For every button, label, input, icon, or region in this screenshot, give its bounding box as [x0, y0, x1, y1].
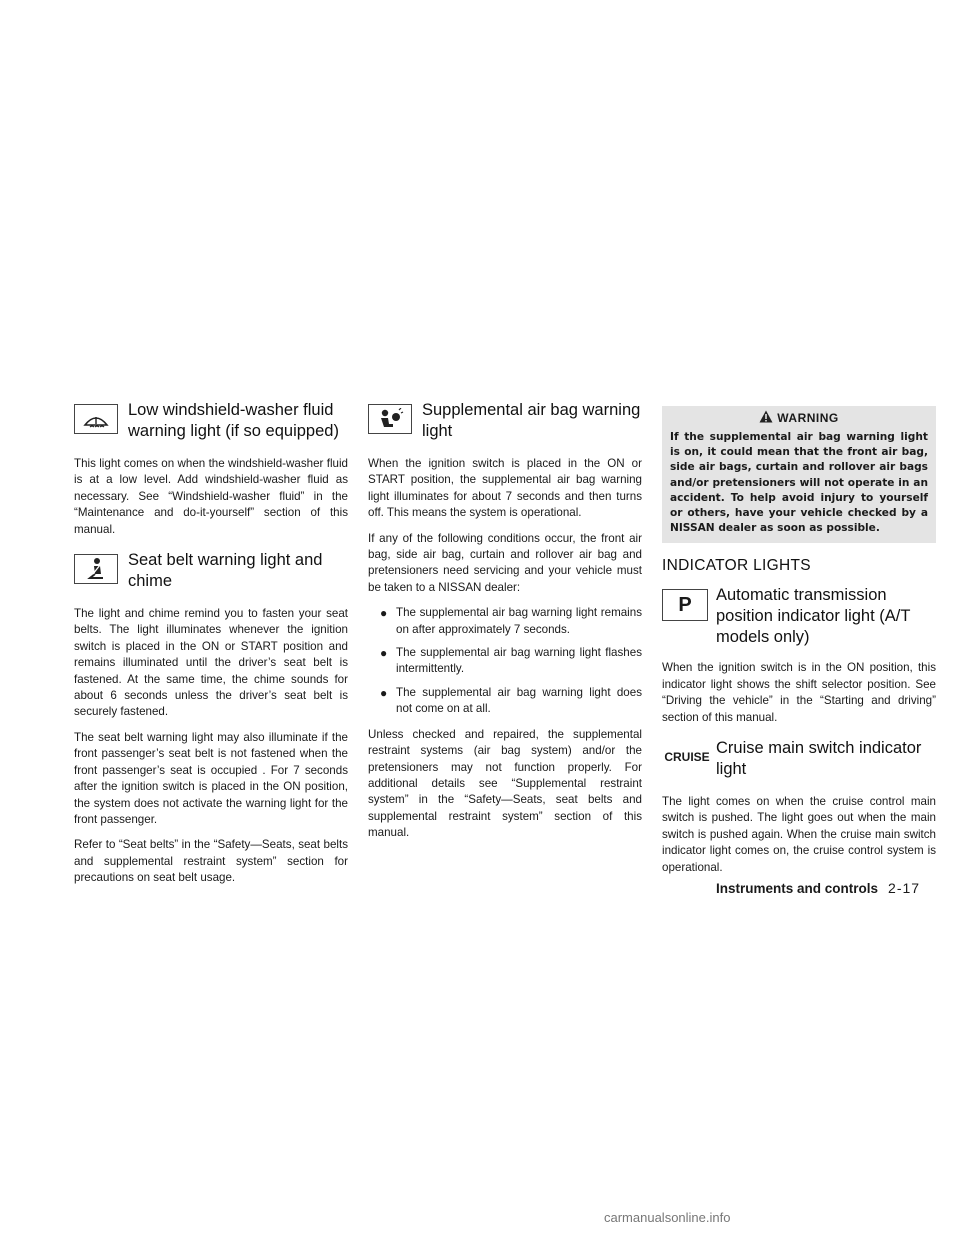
air-bag-icon: [368, 404, 412, 434]
cruise-indicator-icon: CRUISE: [662, 742, 712, 772]
page-footer: [716, 880, 920, 896]
warning-triangle-icon: [759, 410, 773, 426]
section-title: INDICATOR LIGHTS: [662, 557, 811, 575]
airbag-conditions-list: [368, 605, 642, 717]
seat-belt-icon: [74, 554, 118, 584]
cruise-title: Cruise main switch indicator light: [716, 739, 922, 779]
washer-title: Low windshield-washer fluid warning light (if so equipped): [128, 401, 339, 440]
footer-section-title: Instruments and controls: [716, 881, 879, 896]
at-title: Automatic transmission position indicator light (A/T models only): [716, 586, 911, 647]
warning-text: If the supplemental air bag warning light is on, it could mean that the front air bag, side air bags, curtain and rollover air bags and/or pretensioners will not operate in an accident. To help avoid injury to yourself or others, have your vehicle checked by a NISSAN dealer as soon as possible.: [670, 431, 928, 535]
warning-label: WARNING: [777, 411, 839, 425]
bullet-icon: ●: [380, 646, 388, 661]
column-right: [662, 406, 936, 885]
at-body: When the ignition switch is in the ON position, this indicator light shows the shift selector position. See “Driving the vehicle” in the “Starting and driving” section of this manual.: [662, 661, 936, 724]
at-heading: [662, 585, 936, 648]
list-item: ● The supplemental air bag warning light remains on after approximately 7 seconds.: [380, 606, 642, 636]
bullet-icon: ●: [380, 606, 388, 621]
page-number: 2-17: [888, 880, 921, 896]
column-middle: [368, 400, 642, 851]
cruise-body: The light comes on when the cruise control main switch is pushed. The light goes out when the main switch is pushed again. When the cruise main switch indicator light comes on, the cruise control system is operational.: [662, 795, 936, 874]
airbag-body-1: When the ignition switch is placed in the ON or START position, the supplemental air bag warning light illuminates for about 7 seconds and then turns off. This means the system is operational.: [368, 457, 642, 520]
warning-header: [670, 410, 928, 426]
seatbelt-heading: [74, 550, 348, 594]
seatbelt-body-3: Refer to “Seat belts” in the “Safety—Seats, seat belts and supplemental restraint system” section for precautions on seat belt usage.: [74, 838, 348, 885]
cruise-heading: [662, 738, 936, 782]
seatbelt-body-2: The seat belt warning light may also illuminate if the front passenger’s seat belt is not fastened when the front passenger’s seat is occupied . For 7 seconds after the ignition switch is placed in the ON position, the system does not activate the warning light for the front passenger.: [74, 730, 348, 826]
windshield-washer-icon: [74, 404, 118, 434]
list-item: ● The supplemental air bag warning light flashes intermittently.: [380, 646, 642, 676]
seatbelt-title: Seat belt warning light and chime: [128, 551, 323, 591]
airbag-heading: [368, 400, 642, 444]
bullet-icon: ●: [380, 685, 388, 700]
column-left: [74, 400, 348, 896]
airbag-body-2: If any of the following conditions occur, the front air bag, side air bag, curtain and rollover air bag and pretensioners need servicing and your vehicle must be taken to a NISSAN dealer:: [368, 531, 642, 594]
warning-box: [662, 406, 936, 543]
watermark: carmanualsonline.info: [604, 1210, 731, 1225]
list-item: ● The supplemental air bag warning light does not come on at all.: [380, 685, 642, 716]
airbag-title: Supplemental air bag warning light: [422, 401, 641, 440]
washer-body: This light comes on when the windshield-washer fluid is at a low level. Add windshield-washer fluid as necessary. See “Windshield-washer fluid” in the “Maintenance and do-it-yourself” section of this manual.: [74, 457, 348, 536]
washer-heading: [74, 400, 348, 444]
seatbelt-body-1: The light and chime remind you to fasten your seat belts. The light illuminates whenever the ignition switch is placed in the ON or START position and remains illuminated until the driver’s seat belt is fastened. At the same time, the chime sounds for about 6 seconds unless the driver’s seat belt is securely fastened.: [74, 607, 348, 719]
park-indicator-icon: P: [662, 589, 708, 621]
airbag-body-3: Unless checked and repaired, the supplemental restraint systems (air bag system) and/or the pretensioners may not function properly. For additional details see “Supplemental restraint system” in the “Safety—Seats, seat belts and supplemental restraint system” section of this manual.: [368, 727, 642, 840]
